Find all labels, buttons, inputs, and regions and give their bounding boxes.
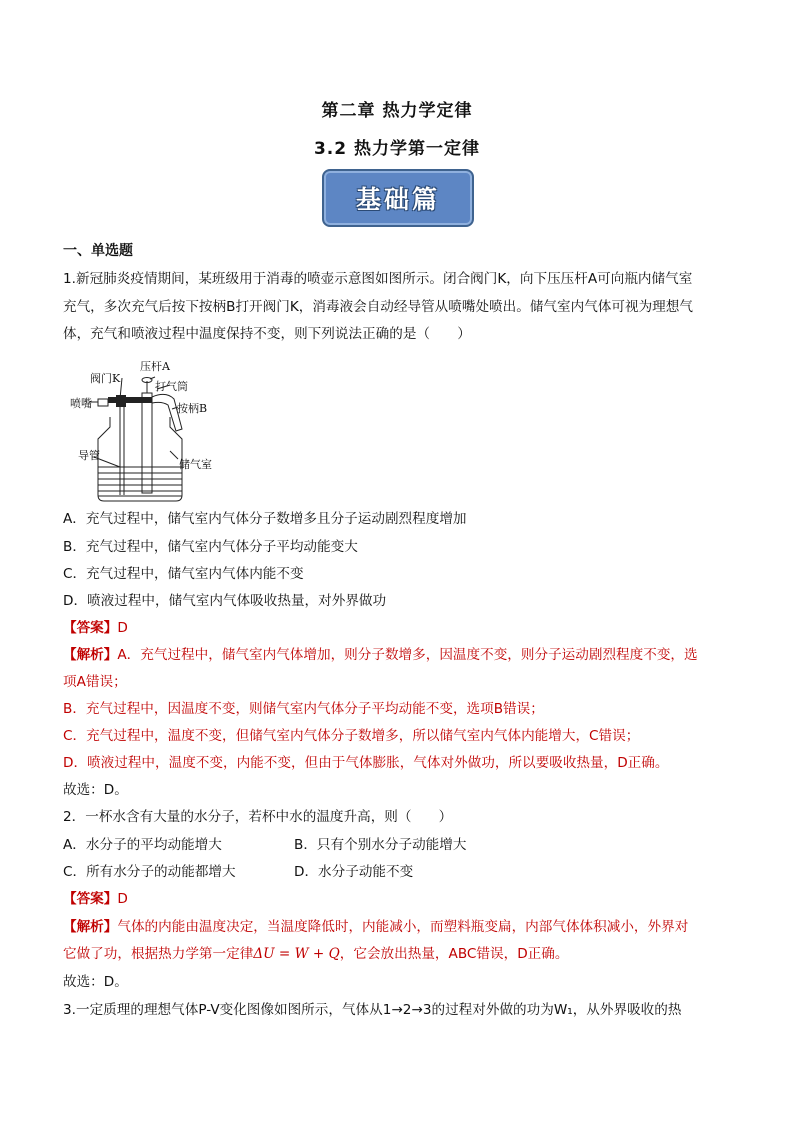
label-chamber: 储气室 xyxy=(179,458,212,471)
q2-analysis-text2b: ，它会放出热量，ABC错误，D正确。 xyxy=(339,946,569,962)
q1-option-b: B．充气过程中，储气室内气体分子平均动能变大 xyxy=(63,539,358,555)
q1-stem-line1: 1.新冠肺炎疫情期间，某班级用于消毒的喷壶示意图如图所示。闭合阀门K，向下压压杆A可向瓶内储气室 xyxy=(63,271,693,287)
q1-answer xyxy=(63,619,128,637)
label-pump: 打气筒 xyxy=(155,380,188,393)
q2-answer-tag: 【答案】 xyxy=(63,891,118,907)
level-badge-label: 基础篇 xyxy=(355,185,440,214)
q2-answer xyxy=(63,890,128,908)
q2-answer-value: D xyxy=(117,891,128,907)
q1-conclusion: 故选：D。 xyxy=(63,782,128,798)
q2-conclusion: 故选：D。 xyxy=(63,974,128,990)
q2-option-d: D．水分子动能不变 xyxy=(294,864,414,880)
q2-analysis-text1: 气体的内能由温度决定，当温度降低时，内能减小，而塑料瓶变扁，内部气体体积减小，外界对 xyxy=(117,919,689,935)
q2-option-b: B．只有个别水分子动能增大 xyxy=(294,837,467,853)
label-press-rod: 压杆A xyxy=(140,360,170,373)
q2-analysis-line1 xyxy=(63,918,688,936)
q2-analysis-tag: 【解析】 xyxy=(63,919,118,935)
q2-option-a: A．水分子的平均动能增大 xyxy=(63,837,222,853)
q2-analysis-text2a: 它做了功，根据热力学第一定律 xyxy=(63,946,254,962)
level-badge xyxy=(322,169,474,227)
label-nozzle: 喷嘴 xyxy=(70,397,92,410)
q1-analysis-line1 xyxy=(63,646,698,664)
q2-analysis-line2 xyxy=(63,945,568,963)
q1-option-d: D．喷液过程中，储气室内气体吸收热量，对外界做功 xyxy=(63,593,387,609)
chapter-title: 第二章 热力学定律 xyxy=(321,101,473,121)
q2-stem: 2．一杯水含有大量的水分子，若杯中水的温度升高，则（ ） xyxy=(63,809,453,825)
label-tube: 导管 xyxy=(78,449,100,462)
q1-analysis-line3: B．充气过程中，因温度不变，则储气室内气体分子平均动能不变，选项B错误； xyxy=(63,701,544,717)
q1-stem-line2: 充气，多次充气后按下按柄B打开阀门K，消毒液会自动经导管从喷嘴处喷出。储气室内气体可视为理想气 xyxy=(63,299,693,315)
first-law-formula: ΔU = W + Q xyxy=(253,946,340,962)
q1-analysis-tag: 【解析】 xyxy=(63,647,118,663)
q1-analysis-line4: C．充气过程中，温度不变，但储气室内气体分子数增多，所以储气室内气体内能增大，C错误； xyxy=(63,728,640,744)
q1-analysis-line2: 项A错误； xyxy=(63,674,127,690)
q1-option-c: C．充气过程中，储气室内气体内能不变 xyxy=(63,566,304,582)
q2-option-c: C．所有水分子的动能都增大 xyxy=(63,864,236,880)
q1-option-a: A．充气过程中，储气室内气体分子数增多且分子运动剧烈程度增加 xyxy=(63,511,467,527)
section-title: 3.2 热力学第一定律 xyxy=(313,139,481,159)
label-valve: 阀门K xyxy=(90,372,121,385)
q3-stem-line1: 3.一定质理的理想气体P-V变化图像如图所示，气体从1→2→3的过程对外做的功为W₁，从外界吸收的热 xyxy=(63,1002,682,1018)
q1-stem-line3: 体，充气和喷液过程中温度保持不变，则下列说法正确的是（ ） xyxy=(63,326,471,342)
q1-answer-tag: 【答案】 xyxy=(63,620,118,636)
q1-answer-value: D xyxy=(117,620,128,636)
bottle-outline xyxy=(98,417,182,501)
q1-analysis-line5: D．喷液过程中，温度不变，内能不变，但由于气体膨胀，气体对外做功，所以要吸收热量，D正确。 xyxy=(63,755,669,771)
q1-analysis-text1: A．充气过程中，储气室内气体增加，则分子数增多，因温度不变，则分子运动剧烈程度不变，选 xyxy=(117,647,698,663)
section-heading: 一、单选题 xyxy=(63,243,133,259)
label-handle: 按柄B xyxy=(177,402,208,415)
